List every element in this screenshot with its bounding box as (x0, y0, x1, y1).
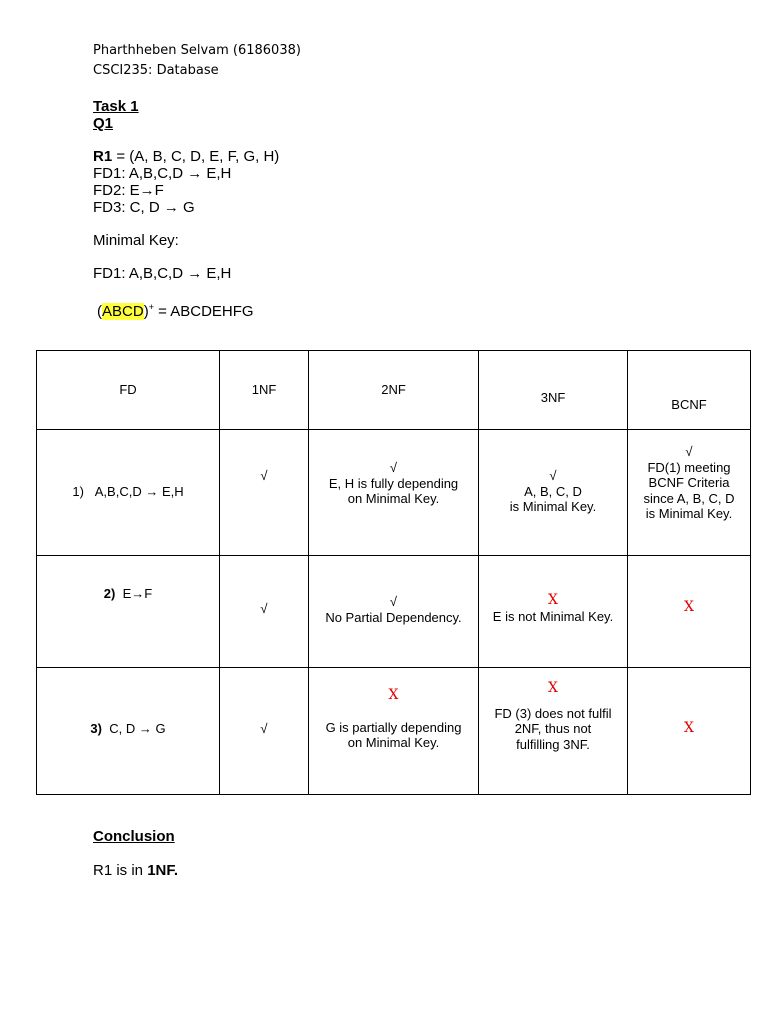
1nf-cell (220, 556, 309, 668)
3nf-note-line: A, B, C, D (524, 483, 582, 499)
2nf-note-line: E, H is fully depending (328, 475, 459, 491)
fd-line-2: FD2: E→F (93, 182, 164, 199)
normal-form-table (36, 350, 751, 795)
3nf-cell (479, 556, 628, 668)
conclusion-result: 1NF. (147, 862, 179, 879)
fd-text: A,B,C,D → E,H (94, 484, 184, 499)
header-1nf-text: 1NF (251, 382, 277, 397)
header-2nf-text: 2NF (381, 382, 406, 397)
3nf-note-line: FD (3) does not fulfil (494, 705, 612, 721)
2nf-note-line: on Minimal Key. (347, 735, 440, 750)
fd-cell (37, 556, 220, 668)
bcnf-note-line: since A, B, C, D (643, 490, 735, 506)
check-mark: √ (389, 460, 398, 475)
3nf-cell (479, 430, 628, 556)
cross-mark: X (684, 599, 694, 615)
3nf-note-line: 2NF, thus not (514, 721, 592, 736)
cross-mark: X (548, 592, 558, 608)
conclusion-title: Conclusion (93, 828, 175, 845)
3nf-note-line: is Minimal Key. (509, 499, 597, 514)
table-header-row (37, 351, 751, 430)
fd-line-1: FD1: A,B,C,D → E,H (93, 165, 232, 182)
1nf-cell (220, 430, 309, 556)
cross-mark: X (548, 680, 558, 696)
conclusion-text (93, 862, 178, 879)
2nf-note-line: No Partial Dependency. (325, 609, 462, 625)
2nf-cell (309, 430, 479, 556)
cross-mark: X (684, 720, 694, 736)
header-cell-1nf (220, 351, 309, 430)
header-cell-bcnf (628, 351, 751, 430)
fd-cell (37, 668, 220, 795)
fd-text: C, D → G (109, 721, 166, 736)
relation-attributes: = (A, B, C, D, E, F, G, H) (112, 148, 280, 165)
2nf-note-line: on Minimal Key. (347, 491, 440, 506)
bcnf-cell (628, 668, 751, 795)
3nf-note-line: fulfilling 3NF. (516, 736, 590, 752)
bcnf-note-line: BCNF Criteria (648, 475, 730, 490)
fd-number: 3) (90, 721, 102, 736)
bcnf-note-line: is Minimal Key. (645, 506, 733, 521)
closure-plus: + (148, 302, 154, 312)
fd-number: 2) (103, 586, 116, 601)
bcnf-cell (628, 556, 751, 668)
highlighted-key: ABCD (102, 303, 144, 320)
cross-mark: X (388, 687, 399, 703)
header-3nf-text: 3NF (540, 390, 566, 405)
closure-close-paren: ) (143, 303, 149, 320)
task-title: Task 1 (93, 98, 139, 115)
course-line: CSCI235: Database (93, 63, 219, 78)
fd-number: 1) (72, 484, 84, 499)
bcnf-cell (628, 430, 751, 556)
key-closure (97, 299, 254, 320)
closure-open-paren: ( (97, 303, 102, 320)
relation-name: R1 (93, 148, 113, 165)
check-mark: √ (260, 721, 268, 736)
author-line: Pharthheben Selvam (6186038) (93, 43, 301, 58)
table-row (37, 430, 751, 556)
2nf-cell (309, 668, 479, 795)
check-mark: √ (260, 601, 268, 616)
header-cell-fd (37, 351, 220, 430)
check-mark: √ (685, 444, 693, 459)
header-cell-3nf (479, 351, 628, 430)
check-mark: √ (549, 468, 557, 483)
check-mark: √ (389, 594, 398, 609)
header-fd-text: FD (119, 382, 137, 397)
conclusion-prefix: R1 is in (93, 862, 148, 879)
fd-text: E→F (122, 586, 153, 601)
minimal-key-fd: FD1: A,B,C,D → E,H (93, 265, 232, 282)
1nf-cell (220, 668, 309, 795)
header-cell-2nf (309, 351, 479, 430)
table-row (37, 556, 751, 668)
relation-definition (93, 148, 279, 165)
fd-cell (37, 430, 220, 556)
question-label: Q1 (93, 115, 114, 132)
3nf-cell (479, 668, 628, 795)
table-row (37, 668, 751, 795)
2nf-note-line: G is partially depending (325, 719, 462, 735)
closure-result: = ABCDEHFG (153, 303, 254, 320)
check-mark: √ (260, 468, 268, 483)
3nf-note-line: E is not Minimal Key. (492, 608, 614, 624)
fd-line-3: FD3: C, D → G (93, 199, 195, 216)
header-bcnf-text: BCNF (671, 397, 707, 412)
bcnf-note-line: FD(1) meeting (647, 459, 731, 475)
2nf-cell (309, 556, 479, 668)
minimal-key-label: Minimal Key: (93, 232, 179, 249)
